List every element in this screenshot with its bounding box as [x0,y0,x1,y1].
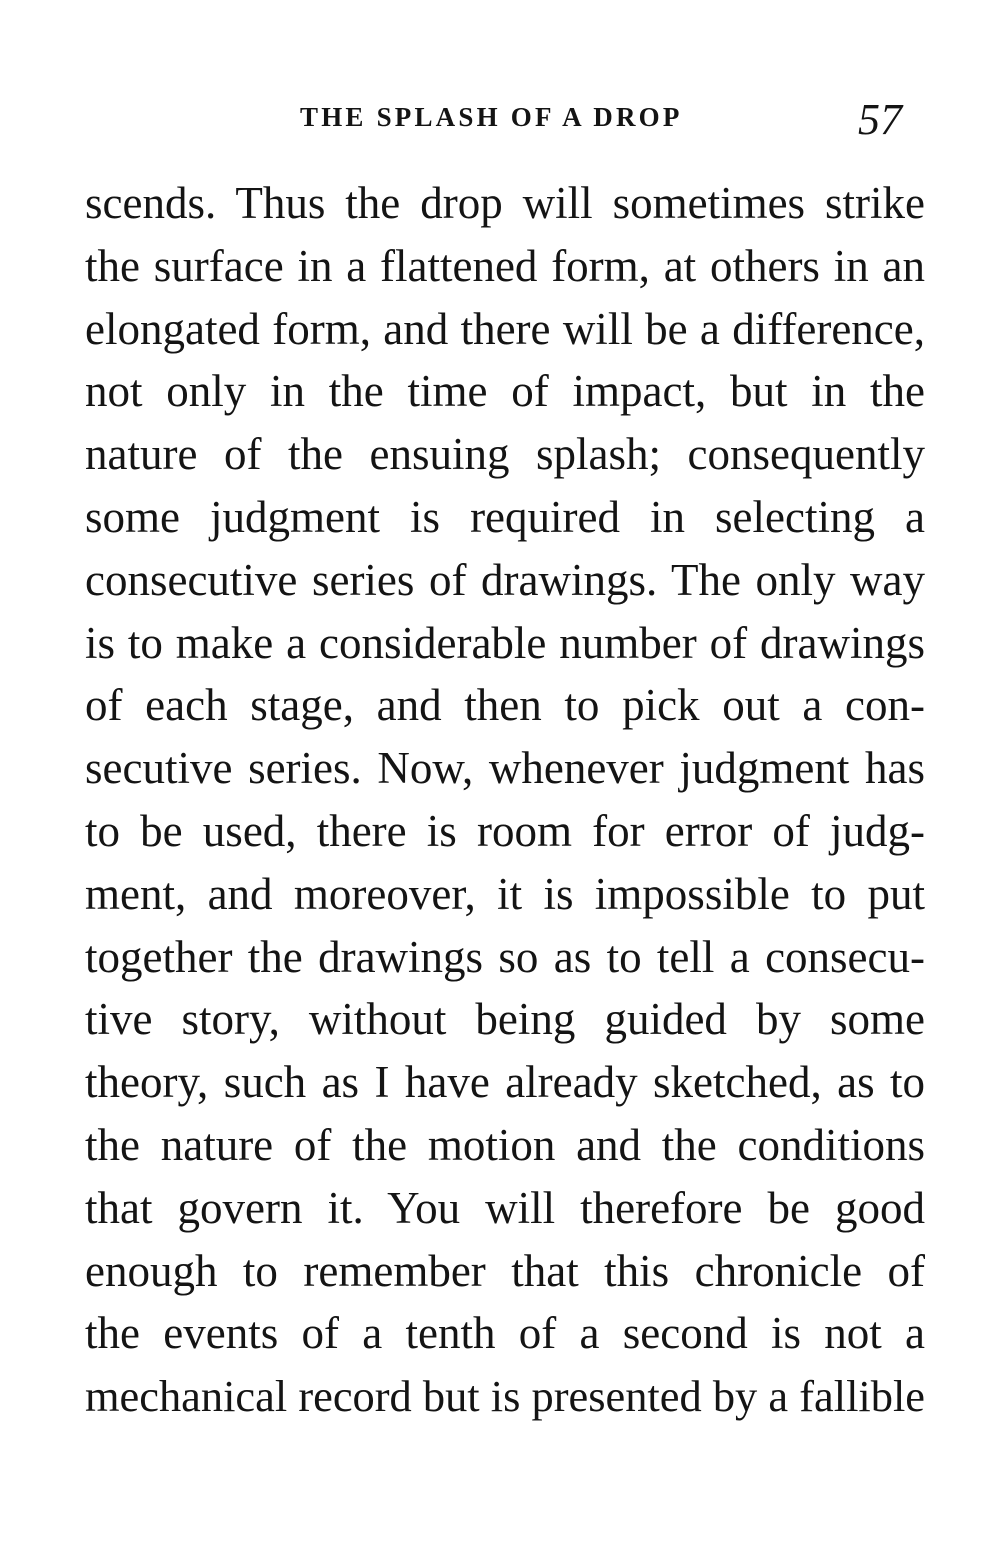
text-line: secutive series. Now, whenever judgment has [85,743,925,794]
text-line: elongated form, and there will be a difference, [85,303,925,354]
text-line: is to make a considerable number of drawings [85,617,925,668]
text-line: ment, and moreover, it is impossible to put [85,868,925,919]
text-line: the nature of the motion and the conditions [85,1119,925,1170]
text-line: enough to remember that this chronicle of [85,1245,925,1296]
body-text [85,172,925,1428]
running-title: THE SPLASH OF A DROP [300,102,683,132]
text-line: to be used, there is room for error of judg- [85,805,925,856]
text-line: nature of the ensuing splash; consequently [85,429,925,480]
text-line: tive story, without being guided by some [85,994,925,1045]
text-line: theory, such as I have already sketched, as to [85,1057,925,1108]
page-header [0,92,1000,142]
text-line: scends. Thus the drop will sometimes strike [85,178,925,228]
text-line: the surface in a flattened form, at others in an [85,240,925,291]
text-line: mechanical record but is presented by a fallible [85,1371,925,1422]
text-line: some judgment is required in selecting a [85,491,925,542]
text-line: of each stage, and then to pick out a con- [85,680,925,731]
text-line: the events of a tenth of a second is not a [85,1308,925,1359]
text-line: together the drawings so as to tell a consecu- [85,931,925,982]
text-line: consecutive series of drawings. The only way [85,554,925,605]
text-line: that govern it. You will therefore be good [85,1182,925,1233]
text-line: not only in the time of impact, but in the [85,366,925,417]
page-number: 57 [858,95,902,144]
